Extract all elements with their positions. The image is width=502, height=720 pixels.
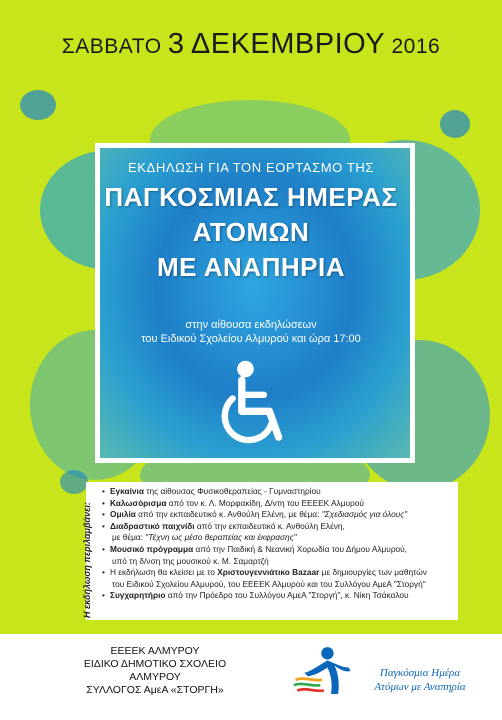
logo-text bbox=[345, 666, 495, 694]
program-item-continuation: υπό τη δ/νση της μουσικού κ. Μ. Σαμαρτζή bbox=[112, 555, 269, 566]
headline-line-3: ΜΕ ΑΝΑΠΗΡΙΑ bbox=[157, 252, 345, 282]
date-month: ΔΕΚΕΜΒΡΙΟΥ bbox=[190, 28, 386, 60]
organizer-1: ΕΕΕΕΚ ΑΛΜΥΡΟΥ bbox=[110, 645, 200, 657]
event-date bbox=[0, 28, 502, 61]
venue-line-2: του Ειδικού Σχολείου Αλμυρού και ώρα 17:00 bbox=[141, 333, 361, 345]
program-item: • Μουσικό πρόγραμμα από την Παιδική & Νεανική Χορωδία του Δήμου Αλμυρού, bbox=[102, 543, 407, 554]
program-item: • Η εκδήλωση θα κλείσει με το Χριστουγεννιάτικο Bazaar με δημιουργίες των μαθητών bbox=[102, 567, 427, 578]
date-day: 3 bbox=[167, 28, 185, 60]
date-year: 2016 bbox=[391, 35, 441, 58]
venue-line-1: στην αίθουσα εκδηλώσεων bbox=[185, 319, 317, 331]
program-item: • Διαδραστικό παιχνίδι από την εκπαιδευτικό κ. Ανθούλη Ελένη, bbox=[102, 520, 345, 531]
logo-line-1: Παγκόσμια Ημέρα bbox=[379, 667, 461, 679]
program-item: • Ομιλία από την εκπαιδευτικό κ. Ανθούλη Ελένη, με θέμα: "Σχεδιασμός για όλους" bbox=[102, 509, 408, 520]
splash-decoration bbox=[440, 110, 470, 138]
program-item: • Καλωσόρισμα από τον κ. Λ. Μορφακίδη, Δ/ντη του ΕΕΕΕΚ Αλμυρού bbox=[102, 497, 364, 508]
logo-line-2: Ατόμων με Αναπηρία bbox=[374, 681, 466, 693]
organizer-3: ΣΥΛΛΟΓΟΣ ΑμεΑ «ΣΤΟΡΓΗ» bbox=[86, 684, 224, 696]
program-label: Η εκδήλωση περιλαμβάνει: bbox=[82, 502, 92, 618]
headline-intro: ΕΚΔΗΛΩΣΗ ΓΙΑ ΤΟΝ ΕΟΡΤΑΣΜΟ ΤΗΣ bbox=[128, 160, 374, 175]
organizers bbox=[60, 645, 250, 697]
program-list bbox=[102, 486, 458, 602]
headline-line-2: ΑΤΟΜΩΝ bbox=[192, 217, 310, 247]
program-item-continuation: του Ειδικού Σχολείου Αλμυρού, του ΕΕΕΕΚ Αλμυρού και του Συλλόγου ΑμεΑ "Στοργή" bbox=[112, 578, 426, 589]
program-item: • Συγχαρητήριο από την Πρόεδρο του Συλλόγου ΑμεΑ "Στοργή", κ. Νίκη Τσάκαλου bbox=[102, 590, 409, 601]
wheelchair-icon bbox=[205, 358, 297, 450]
headline-line-1: ΠΑΓΚΟΣΜΙΑΣ ΗΜΕΡΑΣ bbox=[104, 182, 398, 212]
program-item-continuation: με θέμα: "Τέχνη ως μέσο θεραπείας και έκφρασης" bbox=[112, 532, 297, 543]
splash-decoration bbox=[20, 90, 56, 120]
program-item: • Εγκαίνια της αίθουσας Φυσικοθεραπείας - Γυμναστηρίου bbox=[102, 486, 321, 496]
date-weekday: ΣΑΒΒΑΤΟ bbox=[61, 35, 162, 58]
organizer-2: ΕΙΔΙΚΟ ΔΗΜΟΤΙΚΟ ΣΧΟΛΕΙΟ ΑΛΜΥΡΟΥ bbox=[83, 658, 227, 683]
